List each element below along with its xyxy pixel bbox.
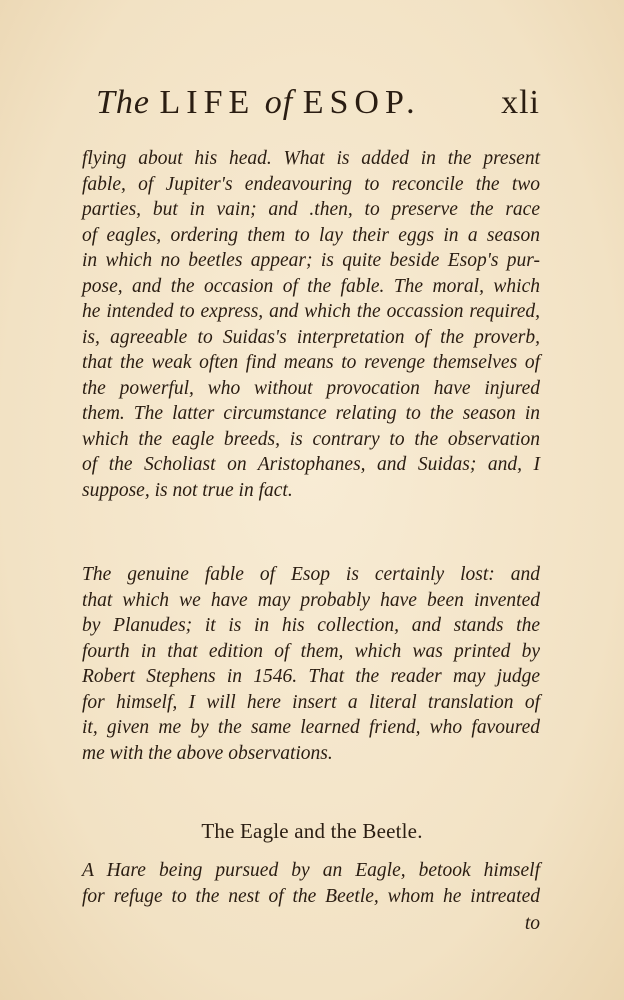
text-line: fable, of Jupiter's endeavouring to reconcile the two bbox=[82, 173, 540, 195]
text-line: in which no beetles appear; is quite beside Esop's pur- bbox=[82, 250, 540, 271]
running-header bbox=[96, 84, 540, 124]
running-title bbox=[96, 84, 421, 122]
text-line: of the Scholiast on Aristophanes, and Suidas; and, I bbox=[82, 454, 540, 475]
text-line: of eagles, ordering them to lay their eggs in a season bbox=[82, 224, 540, 246]
text-line: for refuge to the nest of the Beetle, whom he intreated bbox=[82, 885, 540, 907]
text-line: that the weak often find means to revenge themselves of bbox=[82, 352, 540, 373]
paragraph-2 bbox=[82, 562, 540, 766]
text-line: parties, but in vain; and .then, to preserve the race bbox=[82, 199, 540, 220]
title-word-of: of bbox=[264, 84, 294, 121]
text-line: A Hare being pursued by an Eagle, betook himself bbox=[82, 860, 540, 881]
text-line: fourth in that edition of them, which was printed by bbox=[82, 640, 540, 662]
paragraph-1 bbox=[82, 146, 540, 503]
text-line: by Planudes; it is in his collection, and stands the bbox=[82, 615, 540, 636]
text-line: that which we have may probably have been invented bbox=[82, 589, 540, 611]
text-line: them. The latter circumstance relating to the season in bbox=[82, 403, 540, 424]
title-word-life: LIFE bbox=[159, 84, 256, 121]
title-word-the: The bbox=[96, 84, 150, 121]
text-line: which the eagle breeds, is contrary to the observation bbox=[82, 428, 540, 450]
catchword: to bbox=[524, 913, 540, 934]
paragraph-3 bbox=[82, 858, 540, 909]
text-line: it, given me by the same learned friend, who favoured bbox=[82, 717, 540, 738]
title-word-esop: ESOP. bbox=[302, 84, 421, 121]
text-line: for himself, I will here insert a literal translation of bbox=[82, 691, 540, 713]
text-line: Robert Stephens in 1546. That the reader may judge bbox=[82, 666, 540, 687]
page-number: xli bbox=[501, 84, 540, 121]
fable-heading: The Eagle and the Beetle. bbox=[201, 819, 423, 843]
text-line: The genuine fable of Esop is certainly lost: and bbox=[82, 564, 540, 585]
text-line: pose, and the occasion of the fable. The moral, which bbox=[82, 275, 540, 297]
text-line: he intended to express, and which the occassion required, bbox=[82, 301, 540, 322]
text-line: is, agreeable to Suidas's interpretation of the proverb, bbox=[82, 326, 540, 348]
text-line: flying about his head. What is added in the present bbox=[82, 148, 540, 169]
text-line: the powerful, who without provocation have injured bbox=[82, 377, 540, 399]
text-line: me with the above observations. bbox=[82, 742, 333, 764]
text-line: suppose, is not true in fact. bbox=[82, 479, 293, 501]
